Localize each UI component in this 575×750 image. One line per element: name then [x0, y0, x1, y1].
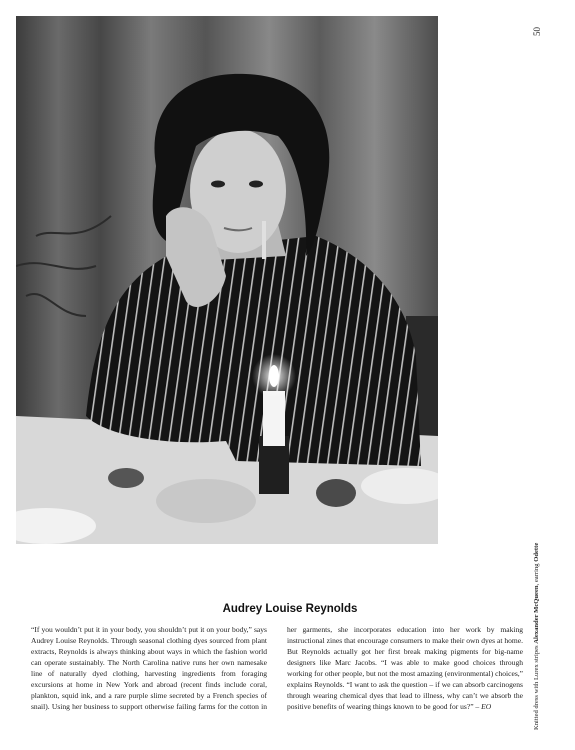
author-signature: EO: [481, 702, 492, 711]
candle-flame: [269, 365, 279, 387]
credit-text-middle: , earring: [533, 561, 540, 586]
credit-brand-earring: Odette: [533, 542, 540, 562]
article-title: Audrey Louise Reynolds: [222, 603, 358, 615]
portrait-photo: [16, 16, 438, 544]
photo-credit: [529, 520, 545, 730]
candle: [263, 391, 285, 446]
article-body-text: “If you wouldn’t put it in your body, you shouldn’t put it on your body,” says Audrey Louise Reynolds. Through seasonal clothing dyes sourced from plant extracts, Reynolds is always thinking about ways in which the fashion world can operate sustainably. The North Carolina native runs her own namesake line of naturally dyed clothing, harvesting ingredients from foraging excursions at home in New York and abroad (recent finds include coral, plankton, squid ink, and a rare purple slime secreted by a French species of snail). Using her business to support otherwise failing farms for the cotton in her garments, she incorporates education into her work by making instructional zines that encourage consumers to make their own dyes at home. But Reynolds actually got her first break making pigments for big-name designers like Marc Jacobs. “I was able to make good choices through working for other people, but not the most amazing (environmental) choices,” explains Reynolds. “I want to ask the question – if we can absorb carcinogens through wearing chemical dyes that lead to illness, why can’t we absorb the positive benefits of wearing things known to be good for us?” –: [31, 625, 523, 711]
page-number: 50: [532, 27, 542, 37]
article-body: [31, 624, 523, 736]
credit-text: Knitted dress with Lurex stripes: [533, 643, 540, 730]
credit-brand-dress: Alexander McQueen: [533, 585, 540, 644]
